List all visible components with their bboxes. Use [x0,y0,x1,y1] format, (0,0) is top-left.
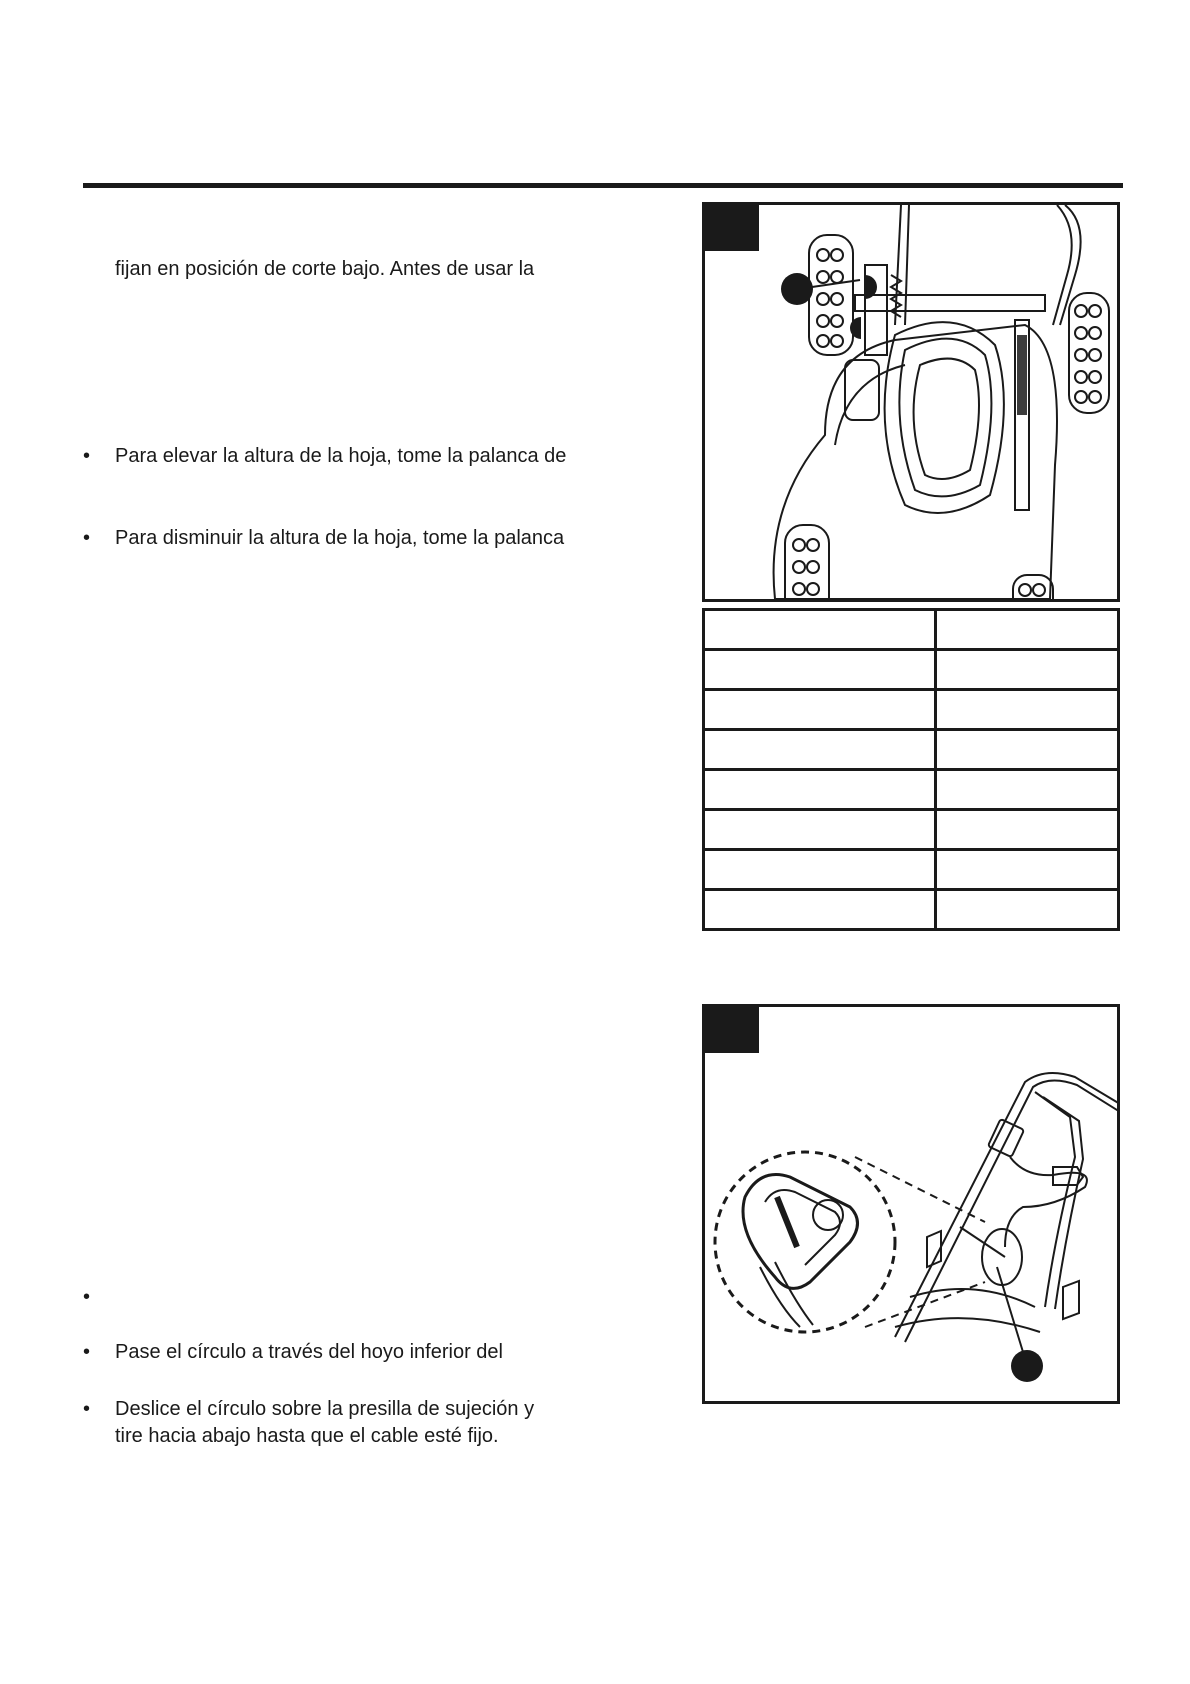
bullet-glyph: • [83,445,91,467]
figure-mower-top-view [702,202,1120,602]
mower-top-illustration [705,205,1117,599]
table-row [704,690,1119,730]
loop-instruction: Pase el círculo a través del hoyo inferior del [115,1341,503,1363]
bullet-glyph: • [83,1398,91,1420]
table-cell [704,610,936,650]
table-cell [704,690,936,730]
table-cell [704,730,936,770]
table-cell [936,690,1119,730]
table-cell [936,850,1119,890]
table-row [704,890,1119,930]
bullet-glyph: • [83,1341,91,1363]
cord-retainer-illustration [705,1007,1117,1401]
lower-blade-instruction: Para disminuir la altura de la hoja, tome la palanca [115,527,565,549]
table-cell [936,890,1119,930]
table-cell [936,810,1119,850]
table-cell [936,730,1119,770]
table-row [704,850,1119,890]
table-row [704,730,1119,770]
cutting-height-table [702,608,1120,931]
slide-instruction-line1: Deslice el círculo sobre la presilla de sujeción y [115,1398,535,1420]
table-row [704,650,1119,690]
table-row [704,810,1119,850]
table-cell [936,610,1119,650]
figure-cord-retainer [702,1004,1120,1404]
slide-instruction-line2: tire hacia abajo hasta que el cable esté fijo. [115,1425,499,1447]
table-cell [936,650,1119,690]
table-cell [704,890,936,930]
table-row [704,610,1119,650]
bullet-glyph: • [83,527,91,549]
header-rule [83,183,1123,188]
table-cell [704,650,936,690]
raise-blade-instruction: Para elevar la altura de la hoja, tome la palanca de [115,445,567,467]
intro-line: fijan en posición de corte bajo. Antes de usar la [115,258,535,280]
table-cell [936,770,1119,810]
table-cell [704,850,936,890]
table-cell [704,770,936,810]
bullet-glyph: • [83,1286,91,1308]
table-cell [704,810,936,850]
table-row [704,770,1119,810]
